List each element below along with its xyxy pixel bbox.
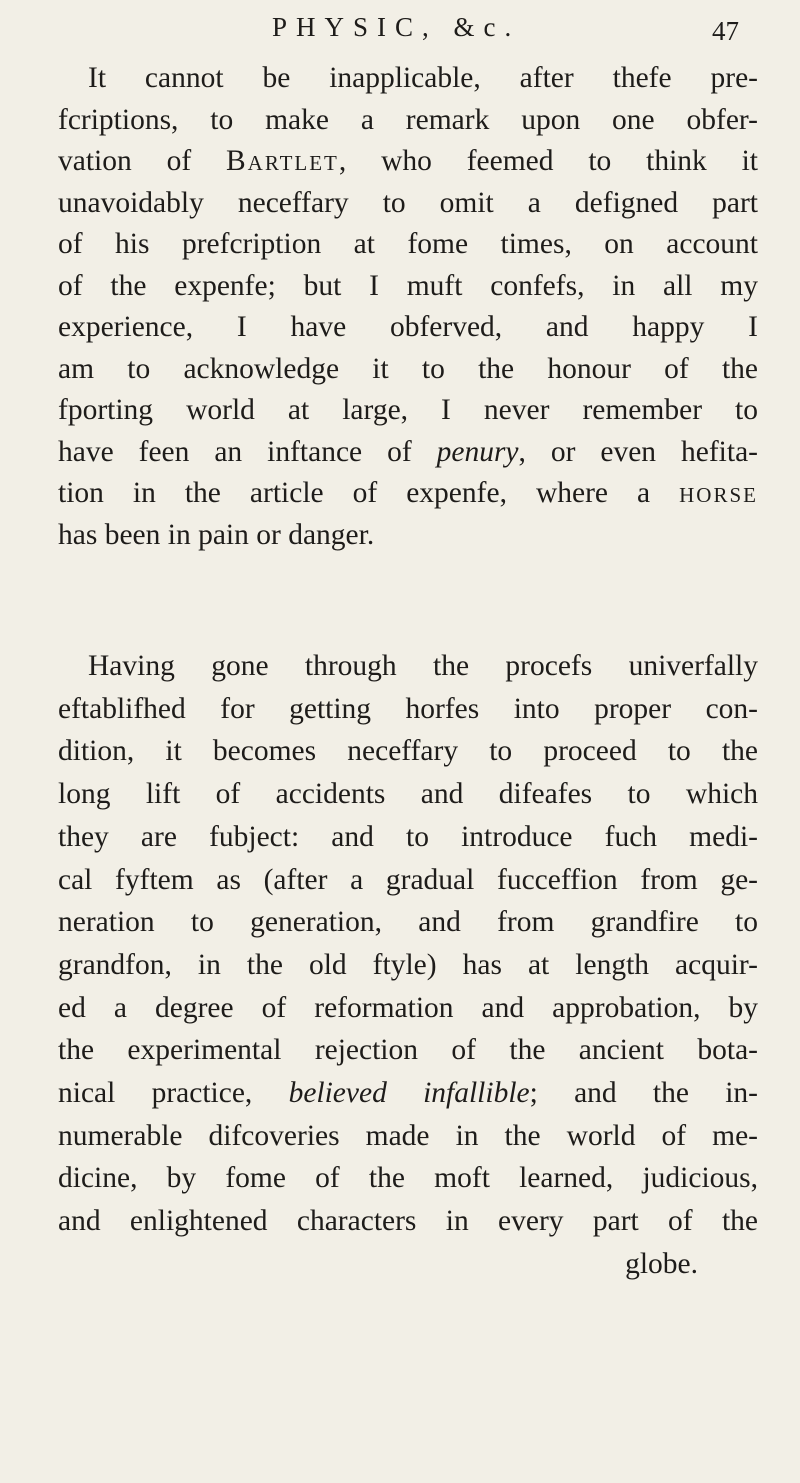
text-segment: , or even hefita- <box>518 435 758 468</box>
text-segment: eftablifhed for getting horfes into proper con- <box>58 692 758 725</box>
text-line <box>58 859 758 902</box>
text-segment: It cannot be inapplicable, after thefe pre- <box>88 62 758 94</box>
page-header <box>0 12 800 52</box>
text-line <box>58 266 758 308</box>
text-segment: , who feemed to think it <box>338 145 759 177</box>
text-line <box>58 390 758 432</box>
paragraph-1 <box>58 58 758 556</box>
text-line <box>58 432 758 474</box>
text-segment: nical practice, <box>58 1077 289 1110</box>
text-line <box>58 987 758 1030</box>
text-line <box>58 141 758 183</box>
text-line <box>58 645 758 688</box>
text-segment: and enlightened characters in every part of the <box>58 1205 758 1238</box>
text-segment: numerable difcoveries made in the world of me- <box>58 1119 758 1152</box>
text-segment: fporting world at large, I never remember to <box>58 394 758 426</box>
text-segment: ed a degree of reformation and approbation, by <box>58 991 758 1024</box>
text-segment: dicine, by fome of the moft learned, judicious, <box>58 1162 758 1195</box>
text-line <box>58 688 758 731</box>
text-segment: has been in pain or danger. <box>58 518 375 551</box>
text-segment: cal fyftem as (after a gradual fucceffion from ge- <box>58 863 758 896</box>
text-line <box>58 473 758 515</box>
small-caps-text: horse <box>679 477 758 509</box>
text-segment: globe. <box>625 1247 698 1280</box>
text-line <box>58 1072 758 1115</box>
text-segment: of his prefcription at fome times, on account <box>58 228 758 260</box>
text-line <box>58 183 758 225</box>
text-line <box>58 58 758 100</box>
text-line <box>58 1157 758 1200</box>
text-line <box>58 816 758 859</box>
page-number: 47 <box>712 16 739 46</box>
text-line <box>58 1029 758 1072</box>
text-segment: am to acknowledge it to the honour of the <box>58 352 758 385</box>
text-segment: neration to generation, and from grandfire to <box>58 906 758 939</box>
text-segment: Having gone through the procefs univerfally <box>88 650 758 682</box>
text-line <box>58 773 758 816</box>
text-segment: have feen an inftance of <box>58 435 437 468</box>
text-segment: dition, it becomes neceffary to proceed to the <box>58 735 758 768</box>
paragraph-2 <box>58 645 758 1286</box>
text-segment: fcriptions, to make a remark upon one obfer- <box>58 103 758 136</box>
italic-text: penury <box>436 435 519 468</box>
text-line <box>58 349 758 391</box>
text-segment: long lift of accidents and difeafes to which <box>58 778 758 811</box>
text-line <box>58 1200 758 1243</box>
small-caps-text: Bartlet <box>225 145 339 177</box>
italic-text: believed infallible <box>288 1077 530 1110</box>
text-line <box>58 100 758 142</box>
running-title: PHYSIC, &c. <box>272 12 521 42</box>
text-line <box>58 901 758 944</box>
text-segment: ; and the in- <box>529 1077 758 1110</box>
text-line <box>58 224 758 266</box>
text-segment: tion in the article of expenfe, where a <box>58 477 680 509</box>
text-segment: experience, I have obferved, and happy I <box>58 311 758 343</box>
text-segment: grandfon, in the old ftyle) has at length acquir- <box>58 948 758 981</box>
text-segment: they are fubject: and to introduce fuch medi- <box>58 820 758 853</box>
text-line <box>58 730 758 773</box>
text-line <box>58 307 758 349</box>
text-segment: unavoidably neceffary to omit a defigned part <box>58 186 758 219</box>
text-segment: of the expenfe; but I muft confefs, in all my <box>58 269 758 302</box>
text-segment: vation of <box>58 145 226 177</box>
text-line <box>58 1115 758 1158</box>
text-line <box>58 1243 758 1286</box>
text-segment: the experimental rejection of the ancient bota- <box>58 1034 758 1067</box>
text-line <box>58 944 758 987</box>
text-line <box>58 515 758 557</box>
